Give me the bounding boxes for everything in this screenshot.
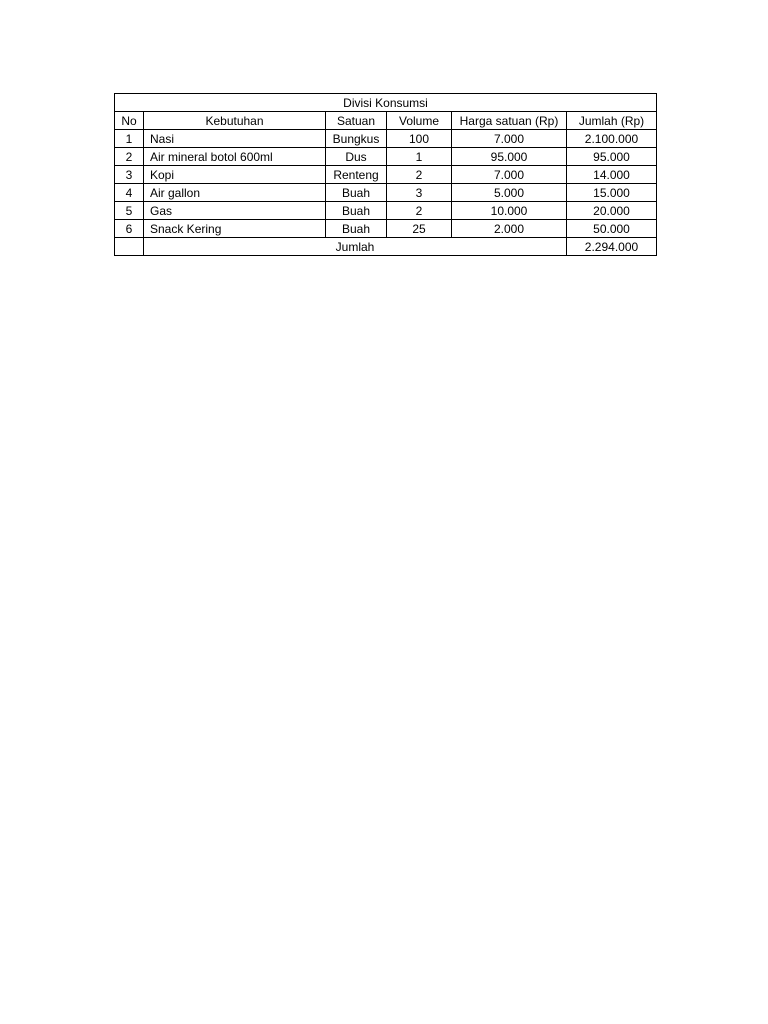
cell-jumlah: 50.000 (567, 220, 657, 238)
table-row (115, 184, 657, 202)
cell-empty (115, 238, 144, 256)
cell-jumlah: 14.000 (567, 166, 657, 184)
header-kebutuhan: Kebutuhan (144, 112, 326, 130)
cell-no: 5 (115, 202, 144, 220)
table-title: Divisi Konsumsi (115, 94, 657, 112)
cell-harga-satuan: 7.000 (452, 166, 567, 184)
cell-harga-satuan: 7.000 (452, 130, 567, 148)
header-jumlah: Jumlah (Rp) (567, 112, 657, 130)
cell-volume: 2 (387, 202, 452, 220)
cell-volume: 3 (387, 184, 452, 202)
table-title-row (115, 94, 657, 112)
cell-volume: 2 (387, 166, 452, 184)
header-no: No (115, 112, 144, 130)
cell-satuan: Dus (326, 148, 387, 166)
table-row (115, 220, 657, 238)
table-row (115, 166, 657, 184)
cell-satuan: Buah (326, 220, 387, 238)
cell-jumlah: 2.100.000 (567, 130, 657, 148)
table-total-row (115, 238, 657, 256)
cell-no: 4 (115, 184, 144, 202)
cell-harga-satuan: 2.000 (452, 220, 567, 238)
cell-kebutuhan: Gas (144, 202, 326, 220)
table-row (115, 202, 657, 220)
cell-kebutuhan: Snack Kering (144, 220, 326, 238)
header-volume: Volume (387, 112, 452, 130)
header-harga-satuan: Harga satuan (Rp) (452, 112, 567, 130)
cell-jumlah: 15.000 (567, 184, 657, 202)
header-satuan: Satuan (326, 112, 387, 130)
cell-satuan: Bungkus (326, 130, 387, 148)
cell-kebutuhan: Air gallon (144, 184, 326, 202)
table-row (115, 148, 657, 166)
cell-kebutuhan: Kopi (144, 166, 326, 184)
cell-volume: 1 (387, 148, 452, 166)
cell-volume: 100 (387, 130, 452, 148)
cell-no: 3 (115, 166, 144, 184)
cell-harga-satuan: 95.000 (452, 148, 567, 166)
table-row (115, 130, 657, 148)
cell-kebutuhan: Air mineral botol 600ml (144, 148, 326, 166)
cell-kebutuhan: Nasi (144, 130, 326, 148)
total-value: 2.294.000 (567, 238, 657, 256)
cell-volume: 25 (387, 220, 452, 238)
konsumsi-table (114, 93, 657, 256)
cell-no: 6 (115, 220, 144, 238)
table-header-row (115, 112, 657, 130)
cell-no: 2 (115, 148, 144, 166)
cell-no: 1 (115, 130, 144, 148)
cell-jumlah: 95.000 (567, 148, 657, 166)
total-label: Jumlah (144, 238, 567, 256)
cell-satuan: Buah (326, 184, 387, 202)
cell-satuan: Renteng (326, 166, 387, 184)
cell-jumlah: 20.000 (567, 202, 657, 220)
cell-harga-satuan: 10.000 (452, 202, 567, 220)
cell-satuan: Buah (326, 202, 387, 220)
cell-harga-satuan: 5.000 (452, 184, 567, 202)
